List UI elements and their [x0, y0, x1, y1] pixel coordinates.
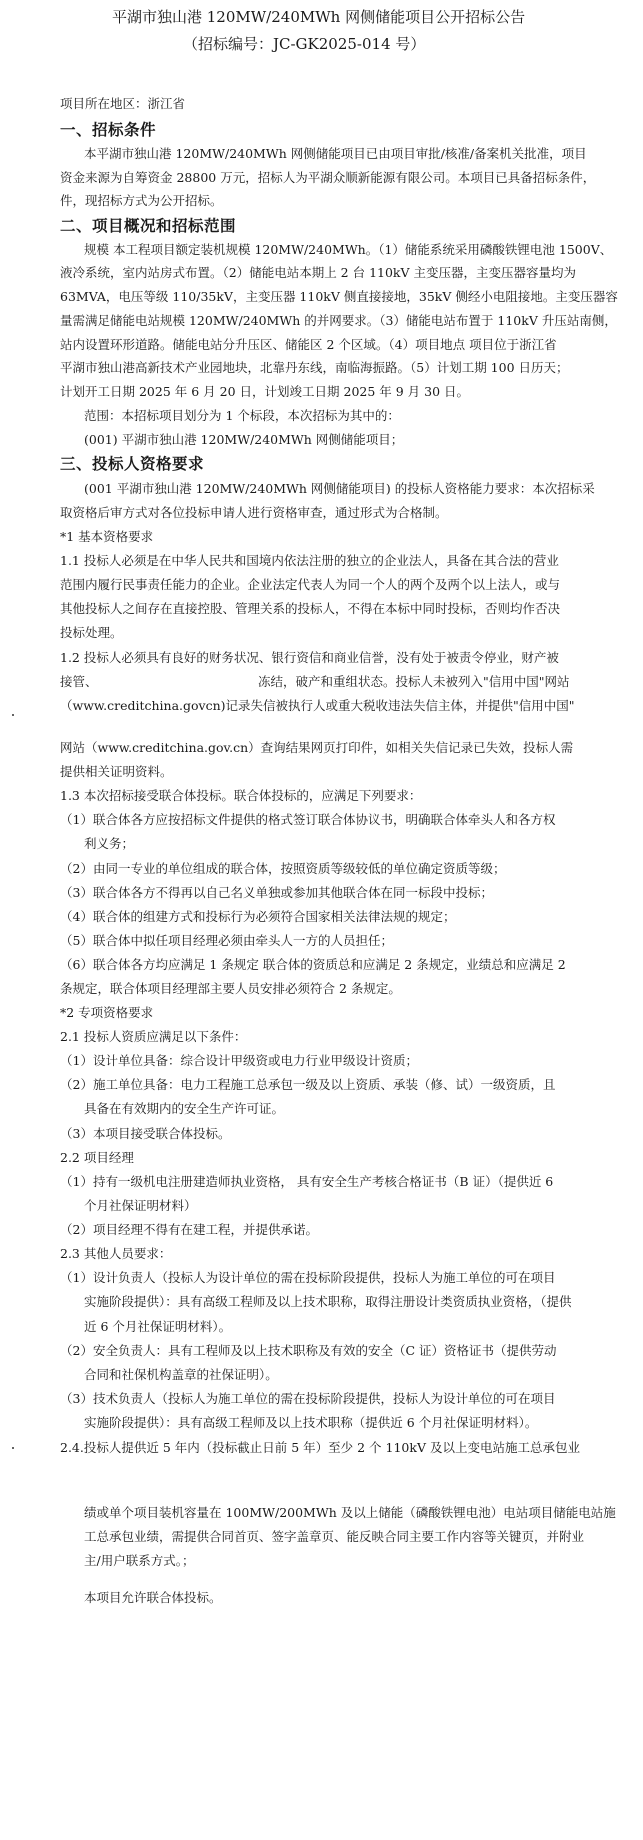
s3-line-28: 2.2 项目经理 [60, 1150, 134, 1165]
s1-line-1: 本平湖市独山港 120MW/240MWh 网侧储能项目已由项目审批/核准/备案机关批准，项目 [84, 146, 587, 161]
section-2-heading: 二、项目概况和招标范围 [60, 217, 237, 235]
s3-line-31: （2）项目经理不得有在建工程，并提供承诺。 [60, 1222, 318, 1237]
s3-line-36: （2）安全负责人：具有工程师及以上技术职称及有效的安全（C 证）资格证书（提供劳动 [60, 1343, 557, 1358]
doc-code: （招标编号：JC-GK2025-014 号） [183, 35, 426, 53]
s3-line-41: 绩或单个项目装机容量在 100MW/200MWh 及以上储能（磷酸铁锂电池）电站项目储能电站施 [84, 1505, 616, 1520]
s2-line-1: 规模 本工程项目额定装机规模 120MW/240MWh。（1）储能系统采用磷酸铁锂电池 1500V、 [84, 242, 613, 257]
s2-lot-line: (001) 平湖市独山港 120MW/240MWh 网侧储能项目； [84, 432, 404, 447]
s3-line-38: （3）技术负责人（投标人为施工单位的需在投标阶段提供，投标人为设计单位的可在项目 [60, 1391, 556, 1406]
s3-line-27: （3）本项目接受联合体投标。 [60, 1126, 231, 1141]
s3-line-30: 个月社保证明材料） [84, 1198, 197, 1213]
s3-line-13: 1.3 本次招标接受联合体投标。联合体投标的，应满足下列要求： [60, 788, 422, 803]
s3-line-43: 主/用户联系方式。； [84, 1553, 195, 1568]
s3-line-23: 2.1 投标人资质应满足以下条件： [60, 1029, 247, 1044]
s2-scope-line: 范围：本招标项目划分为 1 个标段，本次招标为其中的： [84, 408, 400, 423]
s3-line-18: （4）联合体的组建方式和投标行为必须符合国家相关法律法规的规定； [60, 909, 456, 924]
s3-line-34: 实施阶段提供）：具有高级工程师及以上技术职称，取得注册设计类资质执业资格，（提供 [84, 1294, 572, 1309]
section-1-heading: 一、招标条件 [60, 121, 157, 139]
s3-line-6: 其他投标人之间存在直接控股、管理关系的投标人，不得在本标中同时投标，否则均作否决 [60, 601, 561, 616]
s3-line-42: 工总承包业绩，需提供合同首页、签字盖章页、能反映合同主要工作内容等关键页，并附业 [84, 1529, 585, 1544]
s3-line-11: 网站（www.creditchina.gov.cn）查询结果网页打印件，如相关失信记录已失效，投标人需 [60, 740, 574, 755]
s3-line-9b: 冻结，破产和重组状态。投标人未被列入"信用中国"网站 [258, 674, 570, 689]
s3-line-44: 本项目允许联合体投标。 [84, 1590, 222, 1605]
s3-line-37: 合同和社保机构盖章的社保证明）。 [84, 1367, 278, 1382]
s3-line-16: （2）由同一专业的单位组成的联合体，按照资质等级较低的单位确定资质等级； [60, 861, 506, 876]
s3-line-15: 利义务； [84, 836, 135, 851]
s3-line-9a: 接管、 [60, 674, 98, 689]
s3-line-2: 取资格后审方式对各位投标申请人进行资格审查，通过形式为合格制。 [60, 505, 448, 520]
s1-line-3: 件，现招标方式为公开招标。 [60, 193, 223, 208]
s2-line-4: 量需满足储能电站规模 120MW/240MWh 的并网要求。（3）储能电站布置于 110kV 升压站南侧， [60, 313, 617, 328]
s3-line-32: 2.3 其他人员要求： [60, 1246, 172, 1261]
s3-line-10: （www.creditchina.govcn)记录失信被执行人或重大税收违法失信主体，并提供"信用中国" [60, 698, 575, 713]
s2-line-6: 平湖市独山港高新技术产业园地块，北靠丹东线，南临海振路。（5）计划工期 100 日历天； [60, 360, 569, 375]
scan-speck [12, 1447, 14, 1449]
s3-line-1: (001 平湖市独山港 120MW/240MWh 网侧储能项目) 的投标人资格能力要求：本次招标采 [84, 481, 595, 496]
s3-line-7: 投标处理。 [60, 625, 123, 640]
s3-line-5: 范围内履行民事责任能力的企业。企业法定代表人为同一个人的两个及两个以上法人，或与 [60, 577, 561, 592]
s1-line-2: 资金来源为自筹资金 28800 万元，招标人为平湖众顺新能源有限公司。本项目已具备招标条件， [60, 170, 596, 185]
s3-line-35: 近 6 个月社保证明材料）。 [84, 1319, 232, 1334]
s3-basic-heading: *1 基本资格要求 [60, 529, 154, 544]
s3-line-14: （1）联合体各方应按招标文件提供的格式签订联合体协议书，明确联合体牵头人和各方权 [60, 812, 556, 827]
s3-line-24: （1）设计单位具备：综合设计甲级资或电力行业甲级设计资质； [60, 1053, 418, 1068]
s2-line-2: 液冷系统，室内站房式布置。（2）储能电站本期上 2 台 110kV 主变压器，主变压器容量均为 [60, 265, 577, 280]
s3-line-20: （6）联合体各方均应满足 1 条规定 联合体的资质总和应满足 2 条规定，业绩总和应满足 2 [60, 957, 566, 972]
section-3-heading: 三、投标人资格要求 [60, 455, 205, 473]
s3-line-17: （3）联合体各方不得再以自己名义单独或参加其他联合体在同一标段中投标； [60, 885, 493, 900]
s2-line-7: 计划开工日期 2025 年 6 月 20 日，计划竣工日期 2025 年 9 月 30 日。 [60, 384, 470, 399]
s2-line-5: 站内设置环形道路。储能电站分升压区、储能区 2 个区域。（4）项目地点 项目位于浙江省 [60, 337, 557, 352]
s3-special-heading: *2 专项资格要求 [60, 1005, 154, 1020]
s3-line-29: （1）持有一级机电注册建造师执业资格， 具有安全生产考核合格证书（B 证）（提供近 6 [60, 1174, 554, 1189]
scan-speck [12, 714, 14, 716]
s3-line-33: （1）设计负责人（投标人为设计单位的需在投标阶段提供，投标人为施工单位的可在项目 [60, 1270, 556, 1285]
s2-line-3: 63MVA，电压等级 110/35kV，主变压器 110kV 侧直接接地，35kV 侧经小电阻接地。主变压器容 [60, 289, 618, 304]
s3-line-26: 具备在有效期内的安全生产许可证。 [84, 1101, 285, 1116]
s3-line-25: （2）施工单位具备：电力工程施工总承包一级及以上资质、承装（修、试）一级资质，且 [60, 1077, 556, 1092]
s3-line-19: （5）联合体中拟任项目经理必须由牵头人一方的人员担任； [60, 933, 393, 948]
s3-line-8: 1.2 投标人必须具有良好的财务状况、银行资信和商业信誉，没有处于被责令停业，财产被 [60, 650, 559, 665]
doc-title: 平湖市独山港 120MW/240MWh 网侧储能项目公开招标公告 [112, 8, 526, 26]
region-line: 项目所在地区：浙江省 [60, 96, 186, 111]
s3-line-21: 条规定，联合体项目经理部主要人员安排必须符合 2 条规定。 [60, 981, 401, 996]
s3-line-12: 提供相关证明资料。 [60, 764, 173, 779]
s3-line-4: 1.1 投标人必须是在中华人民共和国境内依法注册的独立的企业法人，具备在其合法的营业 [60, 553, 559, 568]
s3-line-39: 实施阶段提供）：具有高级工程师及以上技术职称（提供近 6 个月社保证明材料）。 [84, 1415, 538, 1430]
s3-line-40: 2.4.投标人提供近 5 年内（投标截止日前 5 年）至少 2 个 110kV 及以上变电站施工总承包业 [60, 1440, 580, 1455]
